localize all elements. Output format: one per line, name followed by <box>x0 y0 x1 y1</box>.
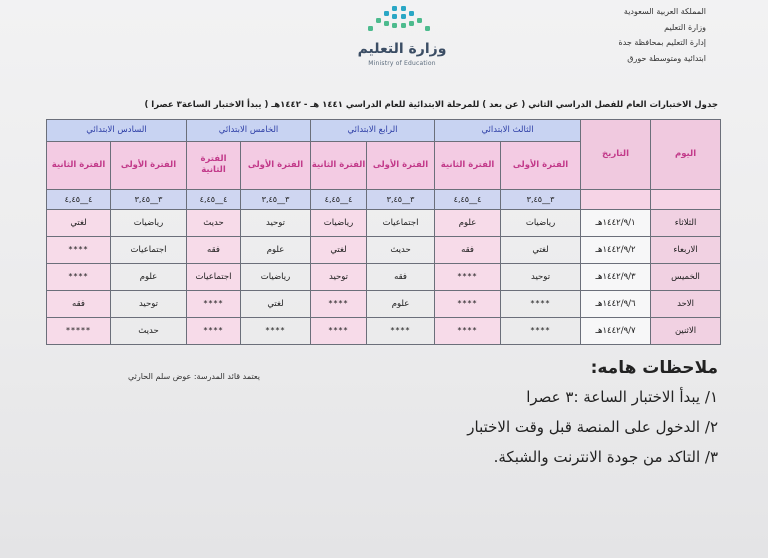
time-blank-cell <box>581 189 651 209</box>
note-item: ٣/ التاكد من جودة الانترنت والشبكة. <box>493 448 718 466</box>
day-cell: الاربعاء <box>651 236 721 263</box>
subject-cell: حديث <box>111 317 187 344</box>
period-header: الفترة الأولى <box>241 141 311 189</box>
principal-signature-line: يعتمد قائد المدرسة: عوض سلم الحارثي <box>127 372 260 381</box>
time-slot-cell: ٣__٣,٤٥ <box>501 189 581 209</box>
subject-cell: حديث <box>187 209 241 236</box>
subject-cell: **** <box>311 317 367 344</box>
subject-cell: **** <box>187 317 241 344</box>
time-slot-cell: ٤__٤,٤٥ <box>187 189 241 209</box>
gov-line-kingdom: المملكة العربية السعودية <box>623 7 706 16</box>
subject-cell: **** <box>435 263 501 290</box>
subject-cell: رياضيات <box>501 209 581 236</box>
date-cell: ١٤٤٢/٩/٧هـ <box>581 317 651 344</box>
time-slot-cell: ٤__٤,٤٥ <box>435 189 501 209</box>
gov-line-directorate: إدارة التعليم بمحافظة جدة <box>618 38 706 47</box>
subject-cell: رياضيات <box>111 209 187 236</box>
time-slot-cell: ٣__٣,٤٥ <box>367 189 435 209</box>
subject-cell: اجتماعيات <box>367 209 435 236</box>
subject-cell: علوم <box>241 236 311 263</box>
subject-cell: لغتي <box>311 236 367 263</box>
note-item: ٢/ الدخول على المنصة قبل وقت الاختبار <box>467 418 718 436</box>
table-row <box>47 317 721 344</box>
subject-cell: علوم <box>367 290 435 317</box>
subject-cell: **** <box>435 290 501 317</box>
level-header-sixth: السادس الابتدائي <box>47 120 187 142</box>
subject-cell: **** <box>311 290 367 317</box>
subject-cell: علوم <box>435 209 501 236</box>
subject-cell: **** <box>501 317 581 344</box>
subject-cell: توحيد <box>111 290 187 317</box>
period-header: الفترة الأولى <box>111 141 187 189</box>
note-item: ١/ يبدأ الاختبار الساعة :٣ عصرا <box>526 388 718 406</box>
time-slot-row <box>47 189 721 209</box>
schedule-rows <box>47 209 721 344</box>
time-slot-cell: ٣__٣,٤٥ <box>241 189 311 209</box>
notes-title: ملاحظات هامه: <box>590 358 718 378</box>
subject-cell: علوم <box>111 263 187 290</box>
subject-cell: توحيد <box>241 209 311 236</box>
ministry-header-text <box>556 4 706 66</box>
notes-section <box>388 358 718 472</box>
date-cell: ١٤٤٢/٩/٦هـ <box>581 290 651 317</box>
subject-cell: لغتي <box>501 236 581 263</box>
subject-cell: **** <box>435 317 501 344</box>
date-cell: ١٤٤٢/٩/٣هـ <box>581 263 651 290</box>
logo-english-text: Ministry of Education <box>368 60 436 67</box>
period-header: الفترة الثانية <box>311 141 367 189</box>
time-blank-cell <box>651 189 721 209</box>
subject-cell: **** <box>367 317 435 344</box>
subject-cell: اجتماعيات <box>187 263 241 290</box>
gov-line-ministry: وزارة التعليم <box>664 22 706 32</box>
time-slot-cell: ٤__٤,٤٥ <box>311 189 367 209</box>
table-header-row-levels <box>47 120 721 142</box>
day-cell: الاثنين <box>651 317 721 344</box>
period-header: الفترة الأولى <box>367 141 435 189</box>
table-title: جدول الاختبارات العام للفصل الدراسي الثاني ( عن بعد ) للمرحلة الابتدائية للعام الدراسي ١٤٤١ هـ - ١٤٤٢هـ ( يبدأ الاختبار الساعة٣ عصرا ) <box>144 100 718 110</box>
subject-cell: **** <box>187 290 241 317</box>
subject-cell: توحيد <box>311 263 367 290</box>
date-cell: ١٤٤٢/٩/١هـ <box>581 209 651 236</box>
subject-cell: فقه <box>47 290 111 317</box>
period-header: الفترة الأولى <box>501 141 581 189</box>
level-header-third: الثالث الابتدائي <box>435 120 581 142</box>
subject-cell: فقه <box>435 236 501 263</box>
table-row <box>47 263 721 290</box>
period-header: الفترة الثانية <box>435 141 501 189</box>
day-header: اليوم <box>651 120 721 190</box>
gov-line-school: ابتدائية ومتوسطة حورق <box>627 53 706 63</box>
period-header: الفترة الثانية <box>47 141 111 189</box>
time-slot-cell: ٤__٤,٤٥ <box>47 189 111 209</box>
table-row <box>47 290 721 317</box>
subject-cell: فقه <box>187 236 241 263</box>
period-header: الفترة الثانية <box>187 141 241 189</box>
subject-cell: رياضيات <box>311 209 367 236</box>
table-row <box>47 236 721 263</box>
subject-cell: رياضيات <box>241 263 311 290</box>
date-cell: ١٤٤٢/٩/٢هـ <box>581 236 651 263</box>
subject-cell: لغتي <box>241 290 311 317</box>
level-header-fifth: الخامس الابتدائي <box>187 120 311 142</box>
subject-cell: **** <box>47 263 111 290</box>
subject-cell: اجتماعيات <box>111 236 187 263</box>
day-cell: الاحد <box>651 290 721 317</box>
level-header-fourth: الرابع الابتدائي <box>311 120 435 142</box>
subject-cell: **** <box>501 290 581 317</box>
subject-cell: **** <box>241 317 311 344</box>
exam-schedule-table <box>46 119 721 345</box>
subject-cell: توحيد <box>501 263 581 290</box>
subject-cell: حديث <box>367 236 435 263</box>
logo-arabic-text: وزارة التعليم <box>357 41 447 57</box>
subject-cell: لغتي <box>47 209 111 236</box>
subject-cell: **** <box>47 236 111 263</box>
subject-cell: فقه <box>367 263 435 290</box>
subject-cell: ***** <box>47 317 111 344</box>
table-row <box>47 209 721 236</box>
date-header: التاريخ <box>581 120 651 190</box>
time-slot-cell: ٣__٣,٤٥ <box>111 189 187 209</box>
day-cell: الثلاثاء <box>651 209 721 236</box>
day-cell: الخميس <box>651 263 721 290</box>
